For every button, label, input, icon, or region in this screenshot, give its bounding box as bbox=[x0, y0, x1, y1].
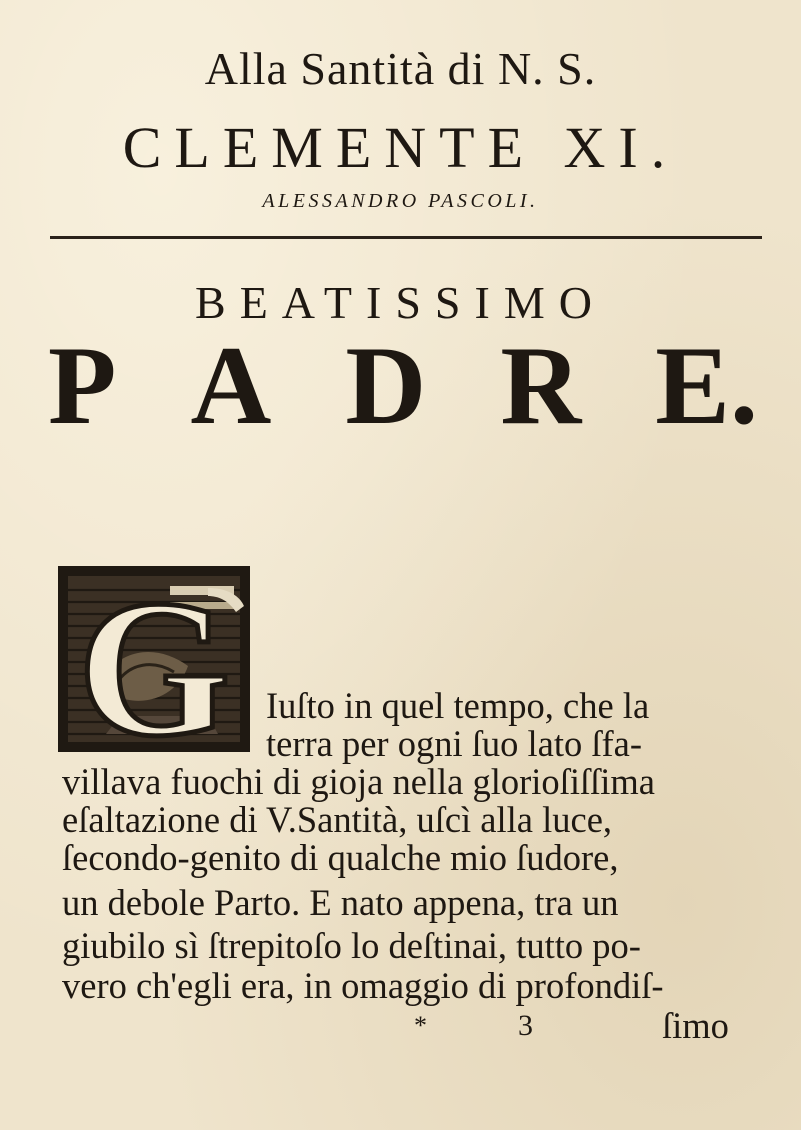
salutation-letter: P bbox=[48, 324, 117, 448]
salutation-letter: E. bbox=[655, 324, 758, 448]
text-line-content: vero ch'egli era, in omaggio di profondiſ- bbox=[62, 965, 664, 1006]
divider-rule bbox=[50, 236, 762, 239]
salutation-letter: D bbox=[345, 324, 427, 448]
dedication-address: Alla Santità di N. S. bbox=[204, 43, 597, 94]
svg-text:G: G bbox=[77, 566, 231, 752]
text-line bbox=[62, 762, 740, 802]
text-line-content: villava fuochi di gioja nella glorioſiſſima bbox=[62, 761, 655, 802]
text-line bbox=[62, 800, 740, 840]
text-line bbox=[62, 883, 740, 923]
text-line-content: eſaltazione di V.Santità, uſcì alla luce, bbox=[62, 799, 613, 840]
text-line bbox=[62, 838, 740, 878]
page-number: 3 bbox=[518, 1009, 533, 1042]
text-line-content: un debole Parto. E nato appena, tra un bbox=[62, 882, 619, 923]
salutation-letter: A bbox=[190, 324, 272, 448]
catchword: ſimo bbox=[662, 1005, 729, 1046]
signature-mark: * bbox=[414, 1011, 427, 1040]
text-line bbox=[62, 966, 740, 1006]
salutation-letter: R bbox=[500, 324, 582, 448]
text-line bbox=[62, 926, 740, 966]
text-line-content: terra per ogni ſuo lato ſfa- bbox=[266, 723, 642, 764]
author-name: ALESSANDRO PASCOLI. bbox=[262, 190, 539, 212]
page-footer bbox=[62, 1006, 740, 1046]
salutation-line-1: BEATISSIMO bbox=[195, 277, 606, 328]
text-line-content: Iuſto in quel tempo, che la bbox=[266, 685, 650, 726]
text-line bbox=[266, 686, 740, 726]
text-line-content: ſecondo-genito di qualche mio ſudore, bbox=[62, 837, 619, 878]
salutation-line-2 bbox=[48, 322, 758, 451]
pope-name: CLEMENTE XI. bbox=[122, 115, 679, 180]
text-line bbox=[266, 724, 740, 764]
decorated-initial-g-icon bbox=[58, 566, 250, 752]
text-line-content: giubilo sì ſtrepitoſo lo deſtinai, tutto po- bbox=[62, 925, 641, 966]
